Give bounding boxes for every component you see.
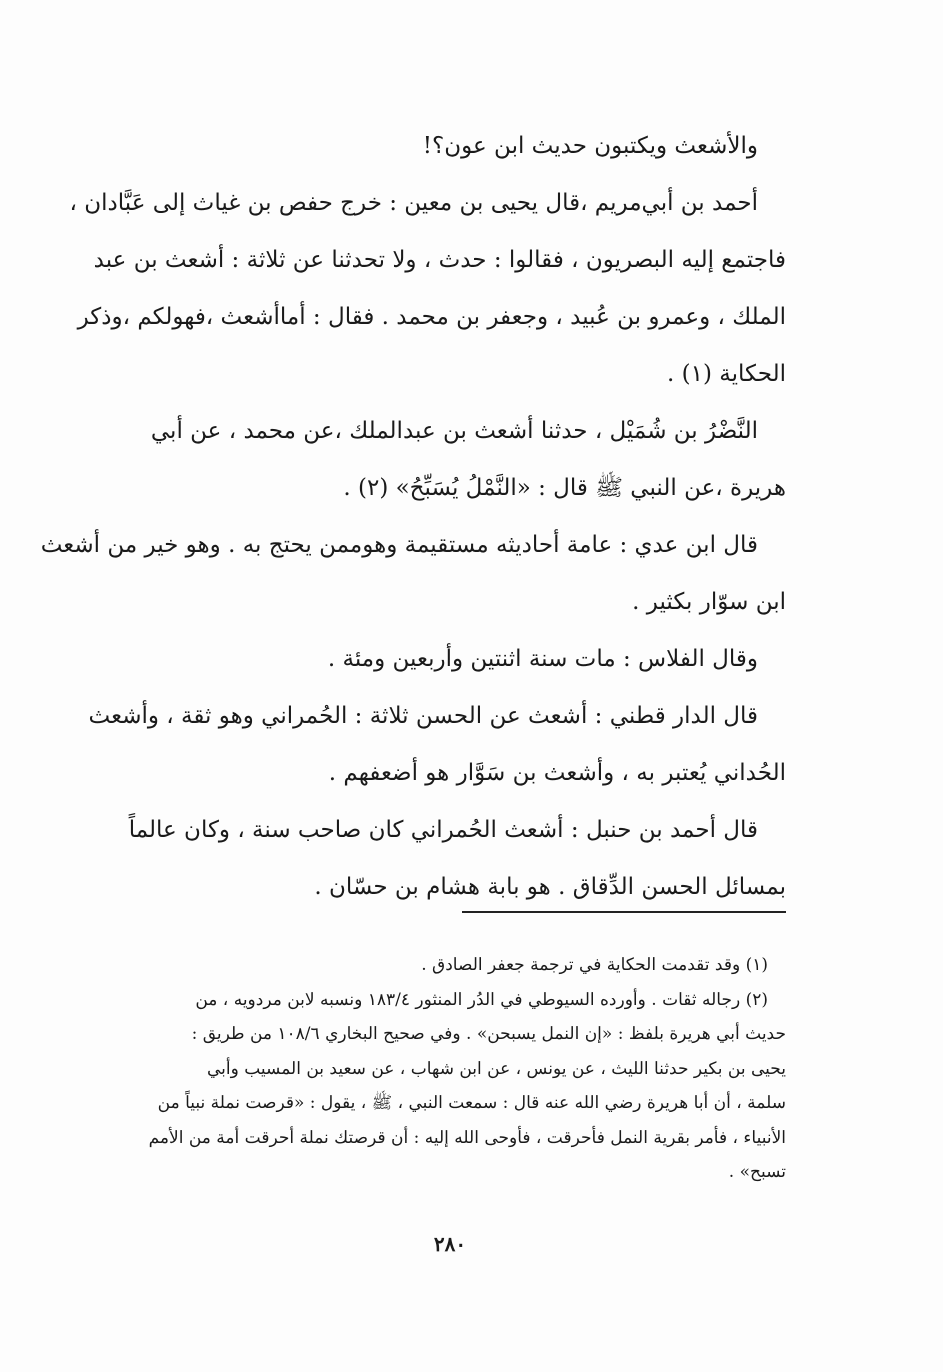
- text-line: فاجتمع إليه البصريون ، فقالوا : حدث ، ولا تحدثنا عن ثلاثة : أشعث بن عبد: [93, 247, 786, 273]
- paragraph-ahmad: [118, 802, 786, 916]
- text-line: هريرة ،عن النبي ﷺ قال : «النَّمْلُ يُسَبِّحُ» (٢) .: [343, 475, 786, 501]
- paragraph-daraqutni: [88, 688, 786, 802]
- text-line: وقال الفلاس : مات سنة اثنتين وأربعين ومئة .: [327, 646, 758, 672]
- text-line: أحمد بن أبي‌مريم ،قال يحيى بن معين : خرج حفص بن غياث إلى عَبَّادان ،: [69, 190, 758, 216]
- footnote-2-line: تسبح» .: [728, 1162, 786, 1182]
- paragraph-nadr: [118, 403, 786, 517]
- text-line: الحُداني يُعتبر به ، وأشعث بن سَوَّار هو أضعفهم .: [328, 760, 786, 786]
- opening-line: والأشعث ويكتبون حديث ابن عون؟!: [422, 133, 758, 159]
- footnote-2-line: الأنبياء ، فأمر بقرية النمل فأحرقت ، فأوحى الله إليه : أن قرصتك نملة أحرقت أمة من الأمم: [148, 1127, 786, 1148]
- text-line: بمسائل الحسن الدِّقاق . هو بابة هشام بن حسّان .: [314, 874, 786, 900]
- footnote-2-line: سلمة ، أن أبا هريرة رضي الله عنه قال : سمعت النبي ، ﷺ ، يقول : «قرصت نملة نبياً من: [157, 1093, 786, 1113]
- footnotes: [118, 948, 786, 1190]
- text-line: الملك ، وعمرو بن عُبيد ، وجعفر بن محمد . فقال : أماأشعث ،فهولكم ،وذكر: [77, 304, 786, 330]
- footnote-2-line: حديث أبي هريرة بلفظ : «إن النمل يسبحن» . وفي صحيح البخاري ١٠٨/٦ من طريق :: [191, 1024, 786, 1044]
- text-line: قال الدار قطني : أشعث عن الحسن ثلاثة : الحُمراني وهو ثقة ، وأشعث: [88, 703, 758, 729]
- paragraph-ibn-adi: [40, 517, 786, 631]
- footnote-2-line: يحيى بن بكير حدثنا الليث ، عن يونس ، عن ابن شهاب ، عن سعيد بن المسيب وأبي: [206, 1058, 786, 1079]
- paragraph-fallas: [118, 631, 786, 688]
- paragraph-ibn-maryam: [69, 175, 786, 403]
- main-text: [40, 118, 786, 916]
- text-line: قال ابن عدي : عامة أحاديثه مستقيمة وهوممن يحتج به . وهو خير من أشعث: [40, 532, 758, 558]
- text-line: قال أحمد بن حنبل : أشعث الحُمراني كان صاحب سنة ، وكان عالماً: [128, 817, 758, 843]
- footnote-2-line: (٢) رجاله ثقات . وأورده السيوطي في الدُر المنثور ١٨٣/٤ ونسبه لابن مردويه ، من: [195, 989, 768, 1010]
- footnote-separator: [462, 911, 786, 913]
- text-line: الحكاية (١) .: [667, 361, 786, 387]
- footnote-1: (١) وقد تقدمت الحكاية في ترجمة جعفر الصادق .: [421, 955, 768, 975]
- page-number: ٢٨٠: [433, 1232, 467, 1256]
- text-line: النَّضْرُ بن شُمَيْل ، حدثنا أشعث بن عبدالملك ،عن محمد ، عن أبي: [150, 418, 758, 444]
- text-line: ابن سوّار بكثير .: [632, 589, 786, 615]
